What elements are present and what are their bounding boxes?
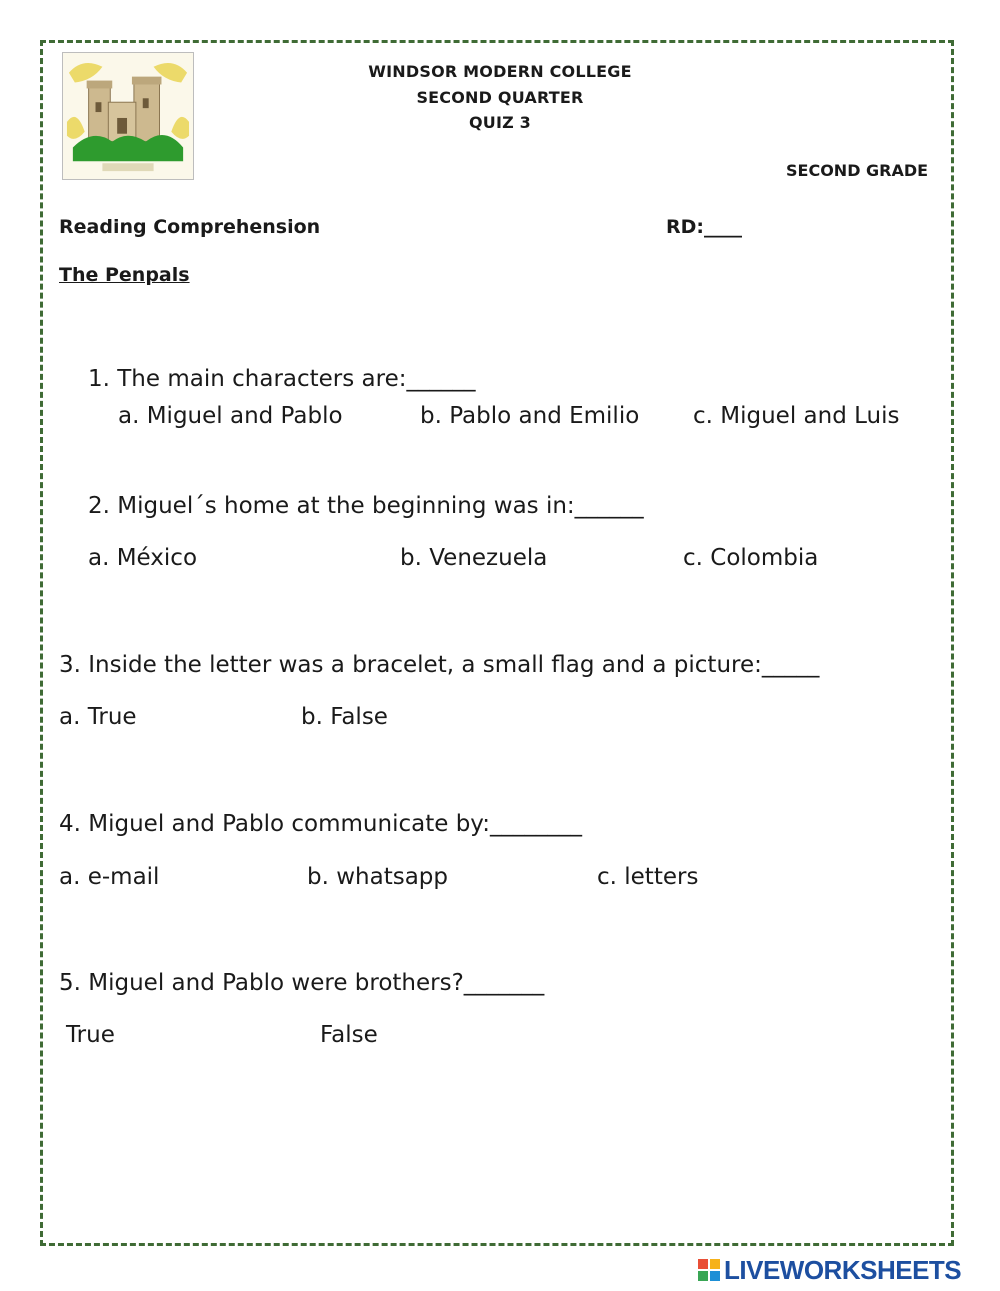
question-1: 1. The main characters are:______ xyxy=(88,366,476,392)
liveworksheets-logo-icon xyxy=(698,1259,720,1281)
term-label: SECOND QUARTER xyxy=(416,88,584,107)
q3-option-a: a. True xyxy=(59,704,137,730)
q1-option-b: b. Pablo and Emilio xyxy=(420,403,640,429)
rd-field: RD:____ xyxy=(666,216,742,238)
q5-option-true: True xyxy=(66,1022,115,1048)
q2-option-b: b. Venezuela xyxy=(400,545,548,571)
q2-option-c: c. Colombia xyxy=(683,545,819,571)
q5-option-false: False xyxy=(320,1022,378,1048)
question-2: 2. Miguel´s home at the beginning was in:______ xyxy=(88,493,644,519)
quiz-label: QUIZ 3 xyxy=(468,113,532,132)
q1-option-c: c. Miguel and Luis xyxy=(693,403,900,429)
q3-option-b: b. False xyxy=(301,704,388,730)
section-title: Reading Comprehension xyxy=(59,216,321,238)
school-name: WINDSOR MODERN COLLEGE xyxy=(368,62,632,81)
liveworksheets-brand[interactable] xyxy=(698,1255,998,1287)
brand-name: LIVEWORKSHEETS xyxy=(724,1255,962,1285)
q2-option-a: a. México xyxy=(88,545,198,571)
school-crest-icon xyxy=(62,52,194,180)
q4-option-c: c. letters xyxy=(597,864,699,890)
q4-option-a: a. e-mail xyxy=(59,864,160,890)
q1-option-a: a. Miguel and Pablo xyxy=(118,403,343,429)
question-4: 4. Miguel and Pablo communicate by:________ xyxy=(59,811,582,837)
story-title: The Penpals xyxy=(59,264,190,286)
grade-label: SECOND GRADE xyxy=(786,161,929,180)
question-5: 5. Miguel and Pablo were brothers?_______ xyxy=(59,970,545,996)
q4-option-b: b. whatsapp xyxy=(307,864,448,890)
question-3: 3. Inside the letter was a bracelet, a small flag and a picture:_____ xyxy=(59,652,820,678)
